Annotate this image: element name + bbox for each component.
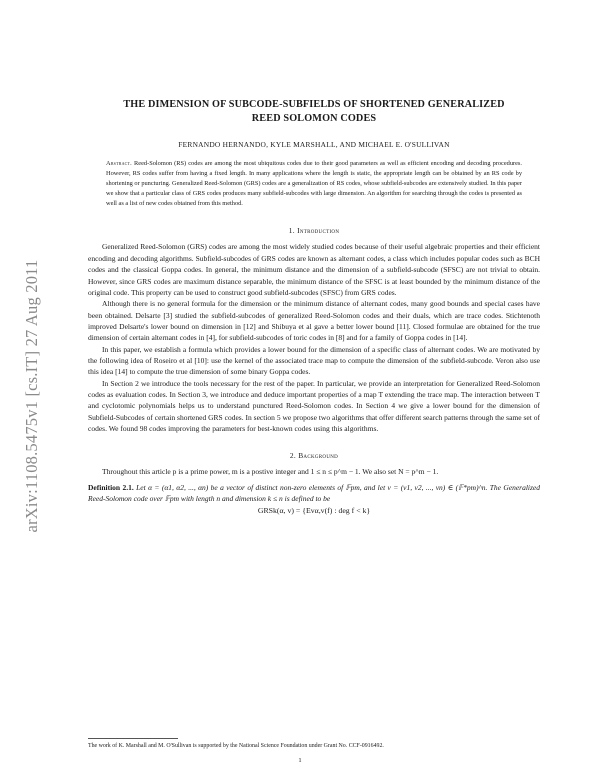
intro-paragraph-2: Although there is no general formula for the dimension or the minimum distance of alternant codes, many good bounds and special cases have been obtained. Delsarte [3] studied the subfield-subcodes of generalized Reed-Solomon codes and their duals, which are trace codes. Stichtenoth improved Delsarte's lower bound on dimension in [12] and Shibuya et al gave a better lower bound [11]. Closed formulae are obtained for the true dimension of certain alternant codes in [4], for subfield-subcodes of toric codes in [8] and for a family of Goppa codes in [14]. — [88, 299, 540, 343]
background-paragraph: Throughout this article p is a prime power, m is a postive integer and 1 ≤ n ≤ p^m − 1. We also set N = p^m − 1. — [102, 467, 439, 477]
footnote-divider — [88, 738, 178, 739]
section-title: Background — [298, 451, 339, 461]
definition-2-1 — [88, 482, 540, 505]
section-heading-background — [88, 451, 540, 460]
arxiv-stamp — [20, 226, 44, 566]
abstract-lead: Abstract. — [106, 160, 132, 167]
abstract-text: Reed-Solomon (RS) codes are among the most ubiquitous codes due to their good parameters as well as efficient encoding and decoding procedures. However, RS codes suffer from having a fixed length. In many applications where the length is static, the appropriate length can be obtained by an RS code by shortening or puncturing. Generalized Reed-Solomon (GRS) codes are a generalization of RS codes, whose subfield-subcodes are extensively studied. In this paper we show that a particular class of GRS codes produces many subfield-subcodes with large dimension. An algorithm for searching through the codes is presented as well as a list of new codes obtained from this method. — [106, 160, 522, 208]
abstract — [106, 159, 522, 209]
intro-paragraph-1: Generalized Reed-Solomon (GRS) codes are among the most widely studied codes because of their useful algebraic properties and their efficient encoding and decoding algorithms. Subfield-subcodes of GRS codes are known as alternant codes, a class which includes popular codes such as BCH codes and the classical Goppa codes. In general, the minimum distance and the dimension of a subfield-subcode (SFSC) are not trivial to obtain. However, since GRS codes are maximum distance separable, the minimum distance of the SFSC is at least bounded by the minimum distance of the original code. This property can be used to construct good subfield-subcodes (SFSC) from GRS codes. — [88, 242, 540, 297]
title-line-1: THE DIMENSION OF SUBCODE-SUBFIELDS OF SHORTENED GENERALIZED — [123, 99, 505, 110]
section-heading-introduction — [88, 226, 540, 235]
title-line-2: REED SOLOMON CODES — [251, 113, 377, 124]
intro-paragraph-3: In this paper, we establish a formula which provides a lower bound for the dimension of a specific class of alternant codes. We are motivated by the following idea of Roseiro et al [10]: use the kernel of the associated trace map to compute the dimension of the subfield-subcode. Veron also use this idea [14] to compute the true dimension of some binary Goppa codes. — [88, 344, 540, 377]
grs-formula: GRSk(α, v) = {Evα,v(f) : deg f < k} — [257, 506, 371, 516]
definition-text: Let α = (α1, α2, ..., αn) be a vector of distinct non-zero elements of 𝔽pm, and let v = (v1, v2, ..., vn) ∈ (𝔽*pm)^n. The Generalized Reed-Solomon code over 𝔽pm with length n and dimension k ≤ n is defined to be — [88, 482, 541, 503]
section-title: Introduction — [297, 226, 340, 236]
paper-title — [88, 98, 540, 126]
author-list: FERNANDO HERNANDO, KYLE MARSHALL, AND MICHAEL E. O'SULLIVAN — [178, 140, 450, 149]
intro-paragraph-4: In Section 2 we introduce the tools necessary for the rest of the paper. In particular, we provide an interpretation for Generalized Reed-Solomon codes as evaluation codes. In Section 3, we introduce and deduce important properties of a map T extending the trace map. The interaction between T and cyclotomic polynomials helps us to understand punctured Reed-Solomon codes. In Section 4 we give a lower bound for the dimension of Subfield-Subcodes of certain shortened GRS codes. In section 5 we propose two algorithms that offer different search patterns through the same set of codes. We found 98 codes improving the parameters for best-known codes using this algorithms. — [88, 378, 540, 433]
section-number: 2. — [289, 451, 297, 461]
paper-page — [88, 98, 540, 515]
arxiv-stamp-text: arXiv:1108.5475v1 [cs.IT] 27 Aug 2011 — [22, 259, 41, 533]
page-number: 1 — [298, 757, 302, 764]
section-number: 1. — [288, 226, 295, 236]
footnote: The work of K. Marshall and M. O'Sullivan is supported by the National Science Foundation under Grant No. CCF-0916492. — [88, 743, 384, 749]
definition-label: Definition 2.1. — [88, 482, 134, 492]
